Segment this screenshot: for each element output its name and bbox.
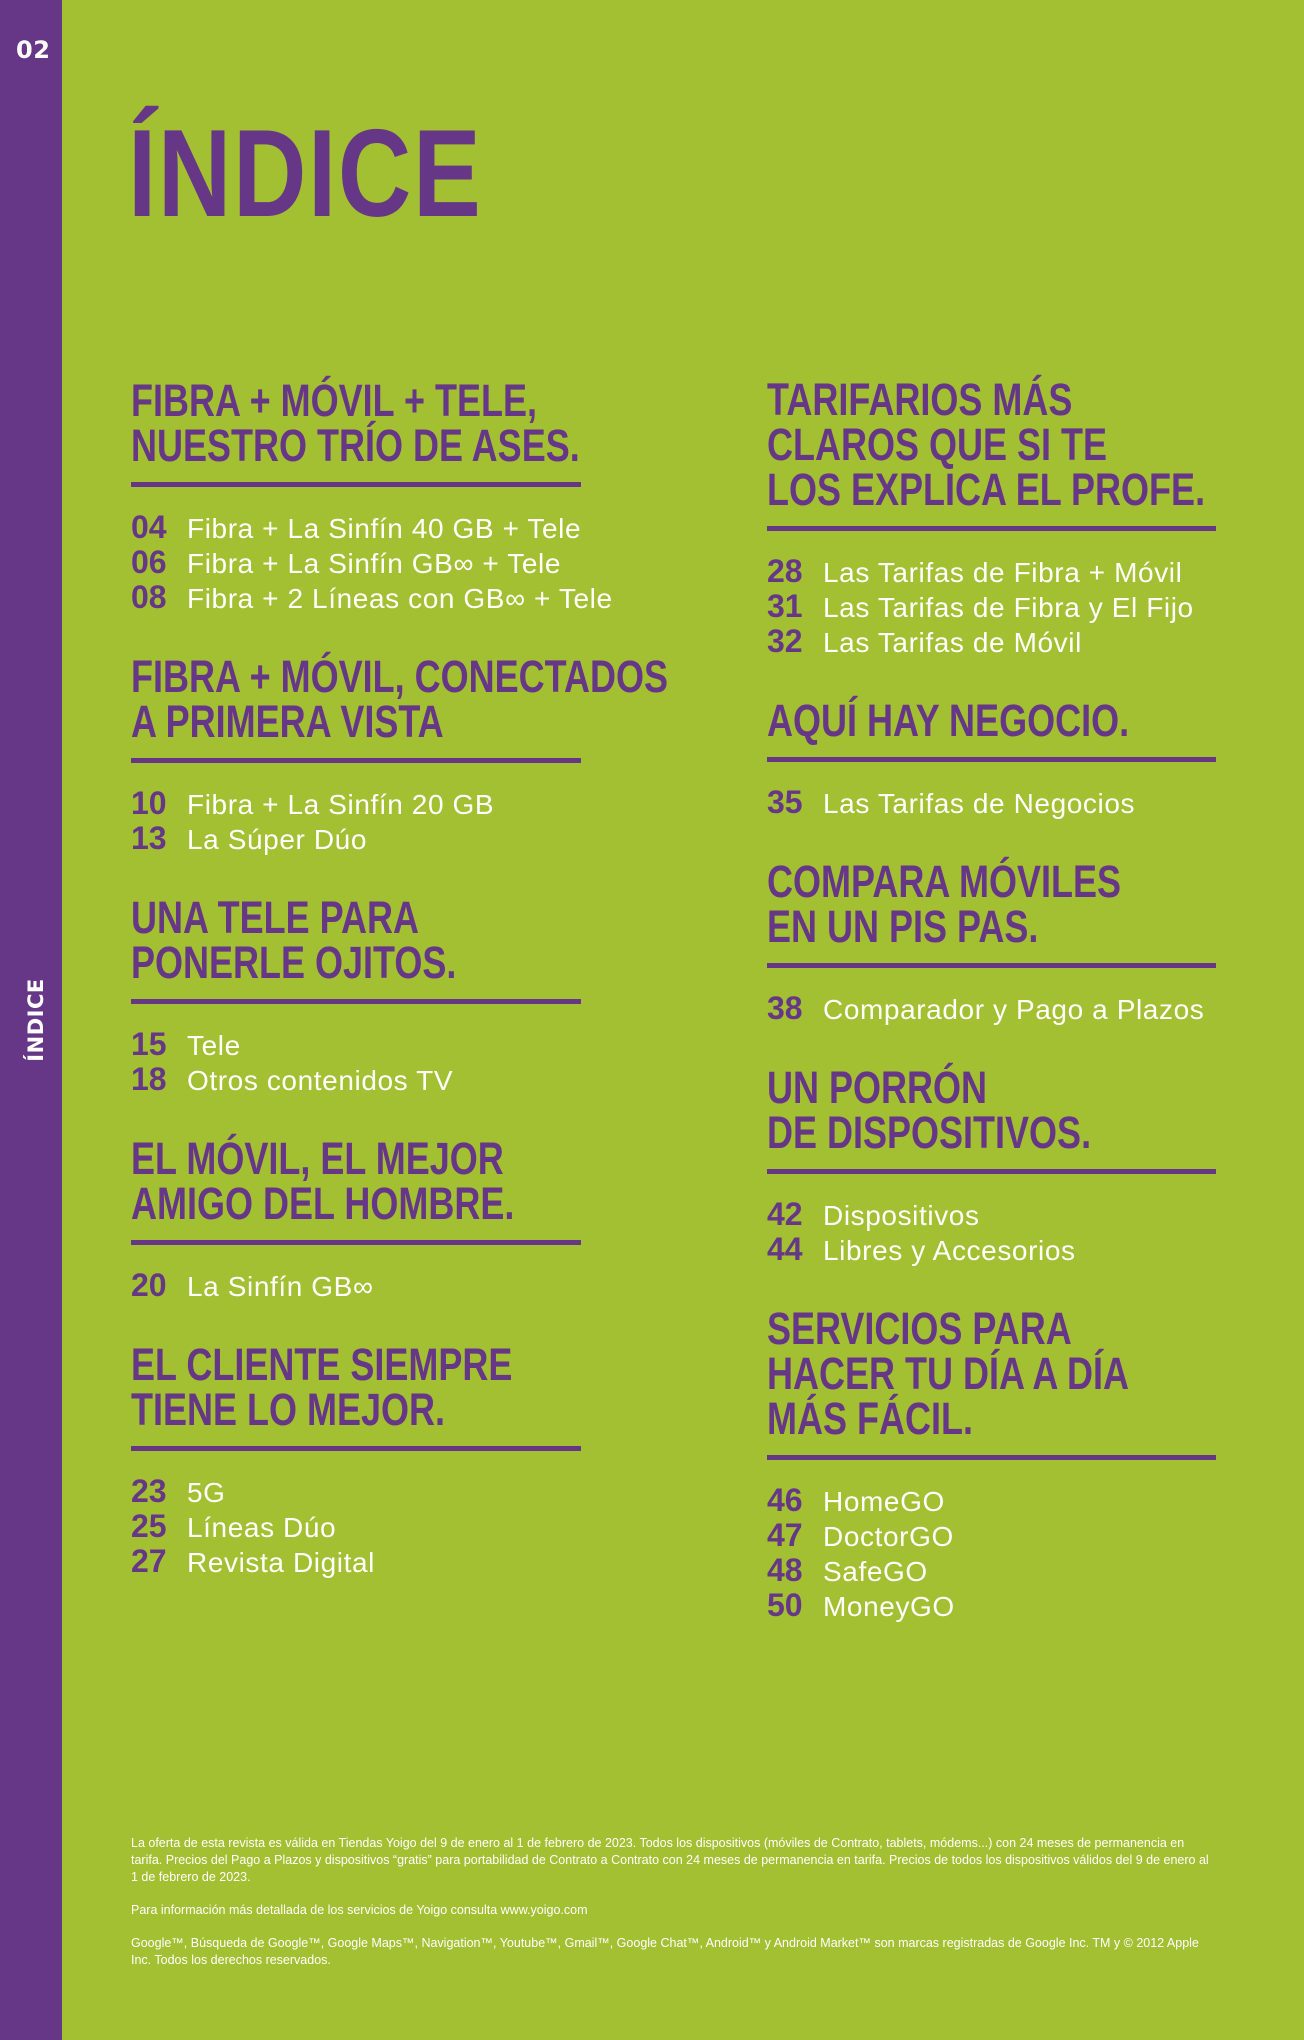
- entry-label: Comparador y Pago a Plazos: [823, 994, 1205, 1025]
- entry-label: Tele: [187, 1030, 241, 1061]
- heading-line: CLAROS QUE SI TE: [767, 419, 1108, 470]
- section-heading: [131, 892, 802, 988]
- right-column: [767, 374, 1304, 1623]
- sidebar-section-label: ÍNDICE: [24, 978, 48, 1062]
- left-column: [131, 375, 802, 1579]
- toc-section: [131, 375, 802, 615]
- toc-section: [767, 856, 1304, 1026]
- toc-section: [767, 695, 1304, 820]
- section-heading: [131, 1133, 802, 1229]
- toc-section: [767, 1303, 1304, 1623]
- entry-label: Revista Digital: [187, 1547, 375, 1578]
- entry-page-number: 38: [767, 990, 803, 1026]
- section-heading: [767, 856, 1304, 952]
- toc-entry[interactable]: [767, 784, 1304, 819]
- entry-page-number: 04: [131, 509, 167, 545]
- toc-entry[interactable]: [131, 785, 802, 820]
- toc-entry[interactable]: [767, 1517, 1304, 1552]
- heading-line: NUESTRO TRÍO DE ASES.: [131, 420, 580, 471]
- heading-line: MÁS FÁCIL.: [767, 1393, 973, 1444]
- section-divider: [131, 999, 581, 1004]
- legal-footer: [131, 1835, 1211, 1985]
- entry-label: 5G: [187, 1477, 226, 1508]
- entry-page-number: 27: [131, 1543, 167, 1579]
- entry-page-number: 32: [767, 623, 803, 659]
- sidebar: [0, 0, 62, 2040]
- entry-label: Las Tarifas de Móvil: [823, 627, 1082, 658]
- section-heading: [767, 1303, 1304, 1444]
- heading-line: COMPARA MÓVILES: [767, 856, 1122, 907]
- section-divider: [131, 1240, 581, 1245]
- toc-entry[interactable]: [767, 623, 1304, 658]
- heading-line: AMIGO DEL HOMBRE.: [131, 1178, 515, 1229]
- entry-page-number: 13: [131, 820, 167, 856]
- heading-line: EL CLIENTE SIEMPRE: [131, 1339, 513, 1390]
- page-title: ÍNDICE: [128, 105, 483, 243]
- toc-entry[interactable]: [131, 509, 802, 544]
- heading-line: FIBRA + MÓVIL + TELE,: [131, 375, 538, 426]
- toc-entry[interactable]: [131, 820, 802, 855]
- entry-label: Fibra + 2 Líneas con GB∞ + Tele: [187, 583, 613, 614]
- section-divider: [767, 757, 1216, 762]
- toc-entry[interactable]: [767, 990, 1304, 1025]
- toc-section: [131, 1339, 802, 1579]
- entry-page-number: 28: [767, 553, 803, 589]
- section-heading: [767, 695, 1304, 746]
- entry-page-number: 35: [767, 784, 803, 820]
- section-heading: [767, 374, 1304, 515]
- entry-label: Fibra + La Sinfín 20 GB: [187, 789, 495, 820]
- entry-page-number: 46: [767, 1482, 803, 1518]
- toc-entry[interactable]: [131, 1473, 802, 1508]
- toc-entry[interactable]: [131, 1026, 802, 1061]
- toc-entry[interactable]: [767, 1231, 1304, 1266]
- entry-page-number: 48: [767, 1552, 803, 1588]
- entry-label: Dispositivos: [823, 1200, 980, 1231]
- heading-line: PONERLE OJITOS.: [131, 937, 457, 988]
- section-divider: [767, 963, 1216, 968]
- heading-line: AQUÍ HAY NEGOCIO.: [767, 695, 1130, 746]
- toc-entry[interactable]: [131, 1267, 802, 1302]
- toc-entry[interactable]: [131, 1543, 802, 1578]
- heading-line: SERVICIOS PARA: [767, 1303, 1072, 1354]
- heading-line: HACER TU DÍA A DÍA: [767, 1348, 1129, 1399]
- toc-section: [131, 1133, 802, 1303]
- entry-label: La Sinfín GB∞: [187, 1271, 374, 1302]
- toc-section: [131, 892, 802, 1097]
- entry-page-number: 47: [767, 1517, 803, 1553]
- entry-page-number: 25: [131, 1508, 167, 1544]
- heading-line: TIENE LO MEJOR.: [131, 1384, 446, 1435]
- entry-label: MoneyGO: [823, 1591, 955, 1622]
- toc-entry[interactable]: [767, 1196, 1304, 1231]
- entry-label: DoctorGO: [823, 1521, 954, 1552]
- heading-line: UN PORRÓN: [767, 1062, 988, 1113]
- entry-page-number: 10: [131, 785, 167, 821]
- toc-entry[interactable]: [767, 588, 1304, 623]
- section-divider: [131, 1446, 581, 1451]
- heading-line: TARIFARIOS MÁS: [767, 374, 1073, 425]
- section-divider: [131, 482, 581, 487]
- entry-page-number: 23: [131, 1473, 167, 1509]
- heading-line: UNA TELE PARA: [131, 892, 419, 943]
- entry-page-number: 18: [131, 1061, 167, 1097]
- entry-label: Las Tarifas de Fibra y El Fijo: [823, 592, 1194, 623]
- heading-line: FIBRA + MÓVIL, CONECTADOS: [131, 651, 669, 702]
- entry-label: La Súper Dúo: [187, 824, 367, 855]
- toc-entry[interactable]: [767, 1552, 1304, 1587]
- toc-entry[interactable]: [131, 1508, 802, 1543]
- entry-page-number: 08: [131, 579, 167, 615]
- info-note: Para información más detallada de los servicios de Yoigo consulta www.yoigo.com: [131, 1903, 588, 1917]
- heading-line: EN UN PIS PAS.: [767, 901, 1039, 952]
- toc-entry[interactable]: [131, 579, 802, 614]
- toc-entry[interactable]: [131, 1061, 802, 1096]
- entry-page-number: 06: [131, 544, 167, 580]
- section-heading: [131, 375, 802, 471]
- toc-section: [767, 1062, 1304, 1267]
- entry-label: Otros contenidos TV: [187, 1065, 454, 1096]
- entry-label: HomeGO: [823, 1486, 945, 1517]
- entry-label: Líneas Dúo: [187, 1512, 337, 1543]
- toc-entry[interactable]: [767, 1482, 1304, 1517]
- section-divider: [767, 526, 1216, 531]
- section-divider: [767, 1169, 1216, 1174]
- section-heading: [131, 1339, 802, 1435]
- heading-line: A PRIMERA VISTA: [131, 696, 444, 747]
- section-divider: [767, 1455, 1216, 1460]
- page-number: 02: [16, 36, 51, 64]
- entry-label: SafeGO: [823, 1556, 928, 1587]
- trademark-notice: Google™, Búsqueda de Google™, Google Maps™, Navigation™, Youtube™, Gmail™, Google Chat™, Android™ y Android Market™ son marcas registradas de Google Inc. TM y © 2012 Apple Inc. Todos los derechos reservados.: [131, 1936, 1199, 1967]
- toc-entry[interactable]: [767, 1587, 1304, 1622]
- toc-entry[interactable]: [131, 544, 802, 579]
- entry-page-number: 44: [767, 1231, 803, 1267]
- entry-label: Las Tarifas de Negocios: [823, 788, 1136, 819]
- toc-entry[interactable]: [767, 553, 1304, 588]
- heading-line: EL MÓVIL, EL MEJOR: [131, 1133, 504, 1184]
- entry-page-number: 42: [767, 1196, 803, 1232]
- section-heading: [767, 1062, 1304, 1158]
- toc-section: [131, 651, 802, 856]
- offer-disclaimer: La oferta de esta revista es válida en Tiendas Yoigo del 9 de enero al 1 de febrero de 2023. Todos los dispositivos (móviles de Contrato, tablets, módems...) con 24 meses de permanencia en tarifa. Precios del Pago a Plazos y dispositivos “gratis” para portabilidad de Contrato a Contrato con 24 meses de permanencia en tarifa. Precios de todos los dispositivos válidos del 9 de enero al 1 de febrero de 2023.: [131, 1836, 1209, 1884]
- section-divider: [131, 758, 581, 763]
- entry-page-number: 31: [767, 588, 803, 624]
- section-heading: [131, 651, 802, 747]
- entry-label: Las Tarifas de Fibra + Móvil: [823, 557, 1183, 588]
- entry-label: Libres y Accesorios: [823, 1235, 1076, 1266]
- heading-line: DE DISPOSITIVOS.: [767, 1107, 1092, 1158]
- toc-section: [767, 374, 1304, 659]
- entry-page-number: 50: [767, 1587, 803, 1623]
- heading-line: LOS EXPLICA EL PROFE.: [767, 464, 1206, 515]
- entry-page-number: 15: [131, 1026, 167, 1062]
- entry-page-number: 20: [131, 1267, 167, 1303]
- entry-label: Fibra + La Sinfín GB∞ + Tele: [187, 548, 561, 579]
- entry-label: Fibra + La Sinfín 40 GB + Tele: [187, 513, 582, 544]
